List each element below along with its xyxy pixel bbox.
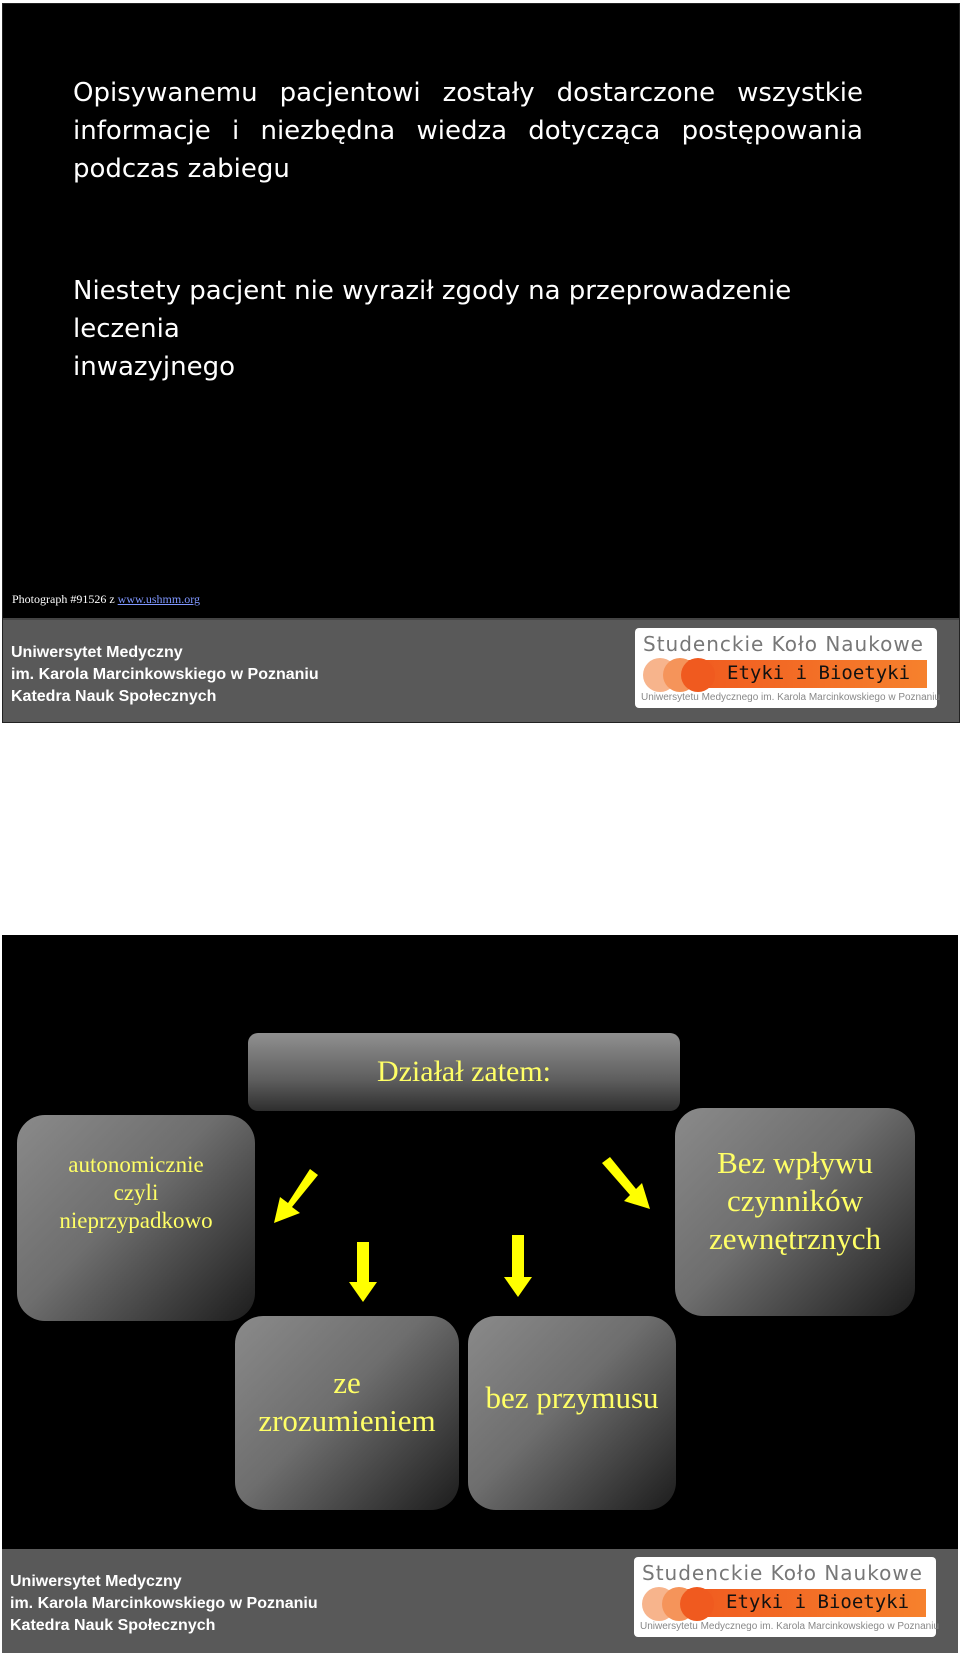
- skn-logo: [634, 1557, 940, 1637]
- logo-bar: [684, 1589, 926, 1617]
- skn-logo: [635, 628, 941, 708]
- box-line: ze: [333, 1365, 361, 1400]
- box-line: czyli: [113, 1180, 159, 1205]
- paragraph-no-consent: [73, 272, 863, 386]
- university-line: im. Karola Marcinkowskiego w Poznaniu: [11, 666, 319, 683]
- arrow-down-right-icon: [598, 1157, 654, 1213]
- logo-subtitle: Etyki i Bioetyki: [727, 662, 911, 684]
- title-text: Działał zatem:: [376, 1055, 552, 1088]
- box-line: nieprzypadkowo: [59, 1208, 213, 1233]
- box-zrozumieniem: [235, 1316, 459, 1510]
- photo-credit-text: Photograph #91526 z: [12, 592, 118, 606]
- logo-title: Studenckie Koło Naukowe: [642, 1561, 923, 1585]
- box-bez-wplywu: [675, 1108, 915, 1316]
- paragraph-line: podczas zabiegu: [73, 154, 290, 184]
- box-line: Bez wpływu: [717, 1145, 873, 1180]
- university-name: [10, 1571, 318, 1637]
- logo-circle-icon: [680, 1587, 714, 1621]
- logo-title: Studenckie Koło Naukowe: [643, 632, 924, 656]
- logo-caption: Uniwersytetu Medycznego im. Karola Marcinkowskiego w Poznaniu: [640, 1621, 940, 1632]
- paragraph-line: Opisywanemu pacjentowi zostały dostarczone wszystkie: [73, 78, 863, 108]
- box-line: zrozumieniem: [258, 1403, 436, 1438]
- paragraph-line: informacje i niezbędna wiedza dotycząca postępowania: [73, 116, 863, 146]
- university-line: Uniwersytet Medyczny: [11, 644, 183, 661]
- arrow-down-left-icon: [270, 1167, 322, 1227]
- slide-2: [2, 935, 958, 1653]
- university-line: im. Karola Marcinkowskiego w Poznaniu: [10, 1595, 318, 1612]
- university-line: Uniwersytet Medyczny: [10, 1573, 182, 1590]
- slide-1: [2, 3, 960, 723]
- logo-circle-icon: [681, 658, 715, 692]
- university-name: [11, 642, 319, 708]
- logo-caption: Uniwersytetu Medycznego im. Karola Marcinkowskiego w Poznaniu: [641, 692, 941, 703]
- ushmm-link[interactable]: www.ushmm.org: [117, 592, 200, 606]
- title-box: [248, 1033, 680, 1111]
- photo-credit: [12, 592, 200, 607]
- footer-bar: [2, 1549, 958, 1653]
- box-line: bez przymusu: [485, 1380, 659, 1415]
- arrow-down-icon: [503, 1235, 533, 1297]
- university-line: Katedra Nauk Społecznych: [11, 688, 217, 705]
- university-line: Katedra Nauk Społecznych: [10, 1617, 216, 1634]
- box-autonomicznie: [17, 1115, 255, 1321]
- footer-bar: [3, 618, 959, 723]
- paragraph-line: Niestety pacjent nie wyraził zgody na przeprowadzenie leczenia: [73, 276, 792, 344]
- arrow-down-icon: [348, 1242, 378, 1302]
- logo-subtitle: Etyki i Bioetyki: [726, 1591, 910, 1613]
- box-line: czynników: [726, 1183, 864, 1218]
- box-bez-przymusu: [468, 1316, 676, 1510]
- logo-bar: [685, 660, 927, 688]
- paragraph-information: [73, 74, 863, 188]
- box-line: zewnętrznych: [708, 1221, 882, 1256]
- box-line: autonomicznie: [68, 1152, 204, 1177]
- paragraph-line: inwazyjnego: [73, 352, 236, 382]
